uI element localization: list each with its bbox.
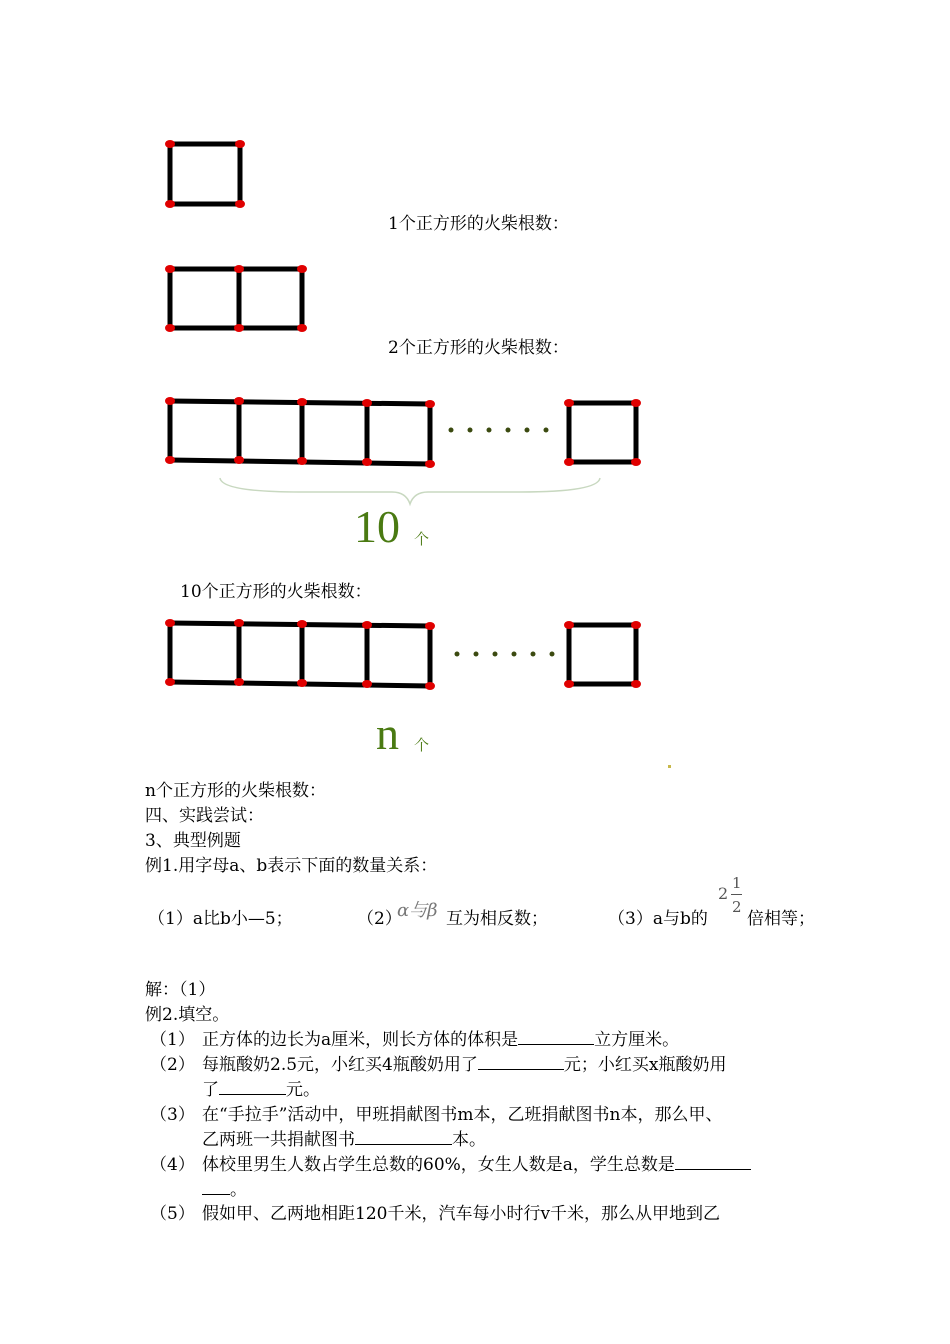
fill-2-num: （2） [150,1055,195,1075]
ex1-item-3-suffix: 倍相等； [747,909,815,929]
caption-10-squares: 10个正方形的火柴根数： [180,582,372,602]
match-row-2 [170,269,302,328]
brace [220,478,600,504]
match-row-1 [170,144,240,204]
fill-1-num: （1） [150,1030,195,1050]
fill-2-blank-1[interactable] [478,1053,564,1070]
count-10-label: 10 [354,501,400,552]
unit-label-n: 个 [414,736,430,754]
match-tips-1 [165,140,245,208]
fill-2-line [202,1050,726,1075]
mixed-number-numerator: 1 [732,874,742,892]
fill-1-text: 正方体的边长为a厘米，则长方体的体积是 [202,1030,519,1050]
fill-5-num: （5） [150,1204,195,1224]
mixed-number-denominator: 2 [732,898,742,916]
ex1-item-2-suffix: 互为相反数； [446,909,548,929]
fill-4-text: 体校里男生人数占学生总数的60%，女生人数是a，学生总数是 [202,1155,675,1175]
fill-4-num: （4） [150,1155,195,1175]
count-n-label: n [376,708,399,759]
fill-2-line-2 [202,1075,320,1100]
fill-2-text: 每瓶酸奶2.5元，小红买4瓶酸奶用了 [202,1055,478,1075]
ex1-item-3-prefix: （3）a与b的 [608,909,708,929]
example-2-title: 例2.填空。 [145,1005,230,1025]
match-row-n [170,623,636,686]
fill-4-blank-2[interactable] [202,1178,230,1195]
match-tips-2 [165,265,307,332]
unit-label-10: 个 [414,530,430,548]
section-examples: 3、典型例题 [145,831,241,851]
fill-2-text-b: 元；小红买x瓶酸奶用 [563,1055,727,1075]
mixed-number-whole: 2 [718,884,729,903]
section-practice: 四、实践尝试： [145,806,264,826]
stray-mark [668,765,671,768]
fill-3-text-c: 本。 [452,1130,486,1150]
fill-4-text-b: 。 [230,1180,247,1200]
caption-2-squares: 2个正方形的火柴根数： [388,338,569,358]
fill-5-text: 假如甲、乙两地相距120千米，汽车每小时行v千米，那么从甲地到乙 [202,1204,721,1224]
fill-1-blank[interactable] [518,1028,594,1045]
fill-1-unit: 立方厘米。 [594,1030,680,1050]
caption-n-squares: n个正方形的火柴根数： [145,781,326,801]
ellipsis-dots-n [455,652,555,657]
fill-4-line [202,1150,751,1175]
fill-2-text-d: 元。 [286,1080,320,1100]
fill-3-blank[interactable] [355,1128,452,1145]
ex1-item-1: （1）a比b小—5； [148,909,293,929]
fill-3-text: 在“手拉手”活动中，甲班捐献图书m本，乙班捐献图书n本，那么甲、 [202,1105,723,1125]
alpha-beta-formula: α与β [397,900,438,921]
ex1-item-2-prefix: （2） [357,909,402,929]
fill-3-text-b: 乙两班一共捐献图书 [202,1130,355,1150]
match-row-10 [170,401,636,464]
example-1-title: 例1.用字母a、b表示下面的数量关系： [145,856,438,876]
caption-1-square: 1个正方形的火柴根数： [388,214,569,234]
ellipsis-dots-10 [449,428,549,433]
solution-label: 解：（1） [145,980,216,1000]
fill-3-line-2 [202,1125,486,1150]
fill-3-num: （3） [150,1105,195,1125]
fraction-bar [731,894,742,895]
fill-2-blank-2[interactable] [219,1078,286,1095]
fill-2-text-c: 了 [202,1080,219,1100]
fill-1-line [202,1025,679,1050]
fill-4-blank-1[interactable] [675,1153,751,1170]
fill-4-line-2 [202,1175,247,1200]
